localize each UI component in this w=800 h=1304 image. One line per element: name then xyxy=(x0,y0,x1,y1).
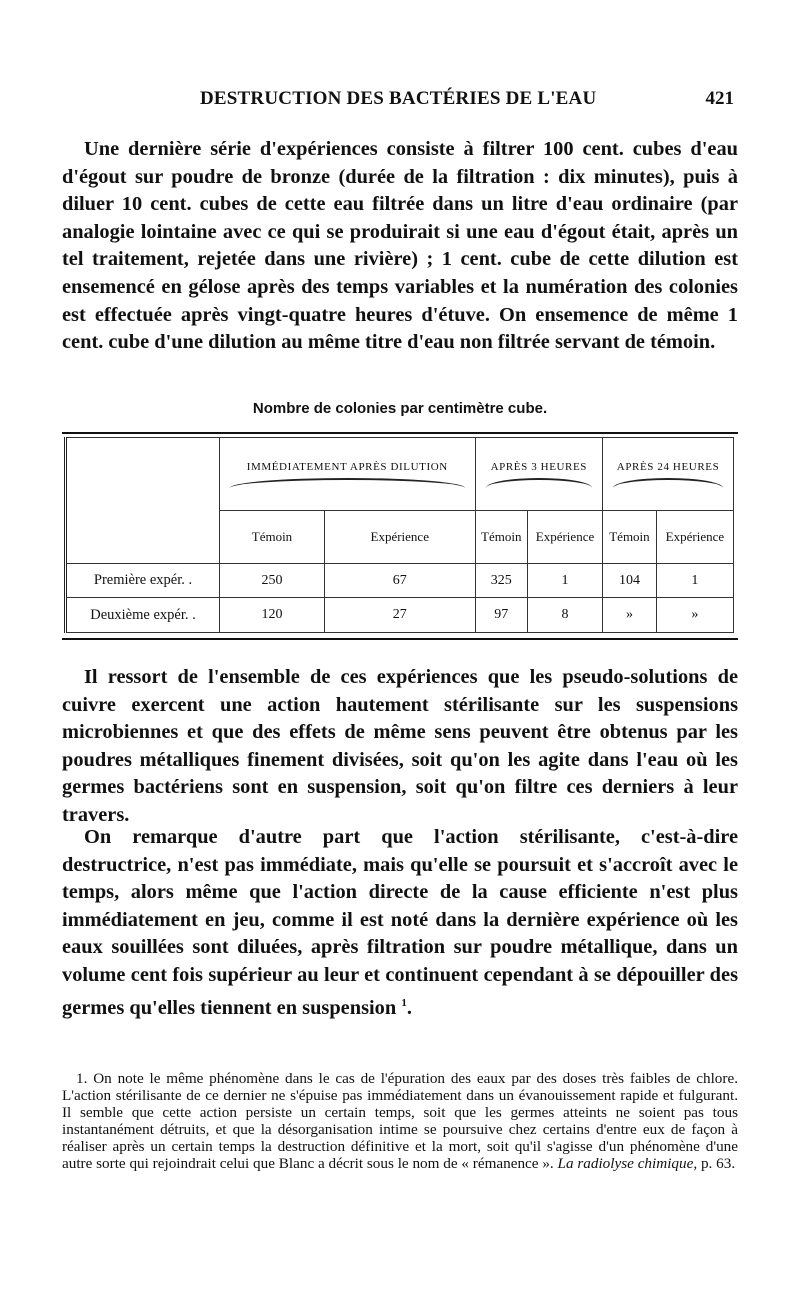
footnote-text: On note le même phénomène dans le cas de l'épuration des eaux par des doses très faibles de chlore. L'action stérilisante de ce dernier ne s'épuise pas immédiatement dans un évanouissement rapide et fulgurant. Il semble que cette action persiste un certain temps, soit que les germes atteints ne soient pas tous instantanément détruits, et que la désorganisation intime se poursuive chez certains d'entre eux de façon à réaliser après un certain temps la destruction définitive et la mort, soit qu'il s'agisse d'un phénomène d'une autre sorte qui rejoindrait celui que Blanc a décrit sous le nom de « rémanence ». xyxy=(62,1070,739,1172)
group-label: APRÈS 24 HEURES xyxy=(616,460,720,473)
running-title: DESTRUCTION DES BACTÉRIES DE L'EAU xyxy=(200,88,597,109)
paragraph-text: Il ressort de l'ensemble de ces expériences que les pseudo-solutions de cuivre exercent une action hautement stérilisante sur les suspensions microbiennes et que des effets de même sens peuvent être obtenus par les poudres métalliques finement divisées, soit qu'on les agite dans l'eau où les germes bactériens sont en suspension, soit qu'on filtre ces derniers à leur travers. xyxy=(62,666,738,826)
subheader-cell: Témoin xyxy=(475,510,527,564)
paragraph-remark xyxy=(62,824,738,1022)
group-header-3h xyxy=(475,438,603,511)
table-cell: 325 xyxy=(475,564,527,598)
table-cell: 27 xyxy=(324,598,475,633)
table-cell: 97 xyxy=(475,598,527,633)
table-cell: 67 xyxy=(324,564,475,598)
table-cell: » xyxy=(603,598,657,633)
subheader-cell: Expérience xyxy=(527,510,602,564)
table-row xyxy=(66,598,734,633)
subheader-cell: Expérience xyxy=(324,510,475,564)
row-label: Deuxième expér. . xyxy=(66,598,220,633)
results-table xyxy=(64,437,734,633)
footnote-number: 1. xyxy=(76,1070,88,1087)
subheader-cell: Témoin xyxy=(603,510,657,564)
table-cell: 1 xyxy=(656,564,733,598)
brace-decoration xyxy=(486,478,593,488)
paragraph-end: . xyxy=(406,996,412,1019)
group-label: IMMÉDIATEMENT APRÈS DILUTION xyxy=(246,460,448,473)
table-cell: 8 xyxy=(527,598,602,633)
group-label: APRÈS 3 HEURES xyxy=(490,460,588,473)
group-header-immediate xyxy=(220,438,476,511)
row-label: Première expér. . xyxy=(66,564,220,598)
table-cell: 120 xyxy=(220,598,325,633)
brace-decoration xyxy=(613,478,723,488)
table-group-header-row xyxy=(66,438,734,511)
group-header-24h xyxy=(603,438,734,511)
footnote-citation-title: La radiolyse chimique xyxy=(557,1155,694,1172)
page-number: 421 xyxy=(705,88,734,109)
footnote xyxy=(62,1070,738,1172)
table-cell: 104 xyxy=(603,564,657,598)
paragraph-text: On remarque d'autre part que l'action stérilisante, c'est-à-dire destructrice, n'est pas immédiate, mais qu'elle se poursuit et s'accroît avec le temps, alors même que l'action directe de la cause efficiente n'est plus immédiatement en jeu, comme il est noté dans la dernière expérience où les eaux souillées sont diluées, après filtration sur poudre métallique, dans un volume cent fois supérieur au leur et continuent cependant à se dépouiller des germes qu'elles tiennent en suspension xyxy=(62,826,738,1019)
subheader-cell: Témoin xyxy=(220,510,325,564)
subheader-cell: Expérience xyxy=(656,510,733,564)
page-header xyxy=(62,88,738,114)
table-row xyxy=(66,564,734,598)
table-caption: Nombre de colonies par centimètre cube. xyxy=(252,400,548,417)
brace-decoration xyxy=(230,478,465,488)
table-cell: » xyxy=(656,598,733,633)
paragraph-experiment-description: Une dernière série d'expériences consiste à filtrer 100 cent. cubes d'eau d'égout sur poudre de bronze (durée de la filtration : dix minutes), puis à diluer 10 cent. cubes de cette eau filtrée dans un litre d'eau ordinaire (par analogie lointaine avec ce qui se produirait si une eau d'égout était, après un tel traitement, rejetée dans une rivière) ; 1 cent. cube de cette dilution est ensemencé en gélose après des temps variables et la numération des colonies est effectuée après vingt-quatre heures d'étuve. On ensemence de même 1 cent. cube d'une dilution au même titre d'eau non filtrée servant de témoin. xyxy=(62,138,738,354)
paragraph-conclusion xyxy=(62,664,738,830)
table-cell: 1 xyxy=(527,564,602,598)
table-cell: 250 xyxy=(220,564,325,598)
footnote-citation-page: , p. 63. xyxy=(693,1155,736,1172)
footnote-reference[interactable]: 1 xyxy=(401,996,407,1009)
results-table-frame xyxy=(62,432,738,640)
table-corner-cell xyxy=(66,438,220,564)
